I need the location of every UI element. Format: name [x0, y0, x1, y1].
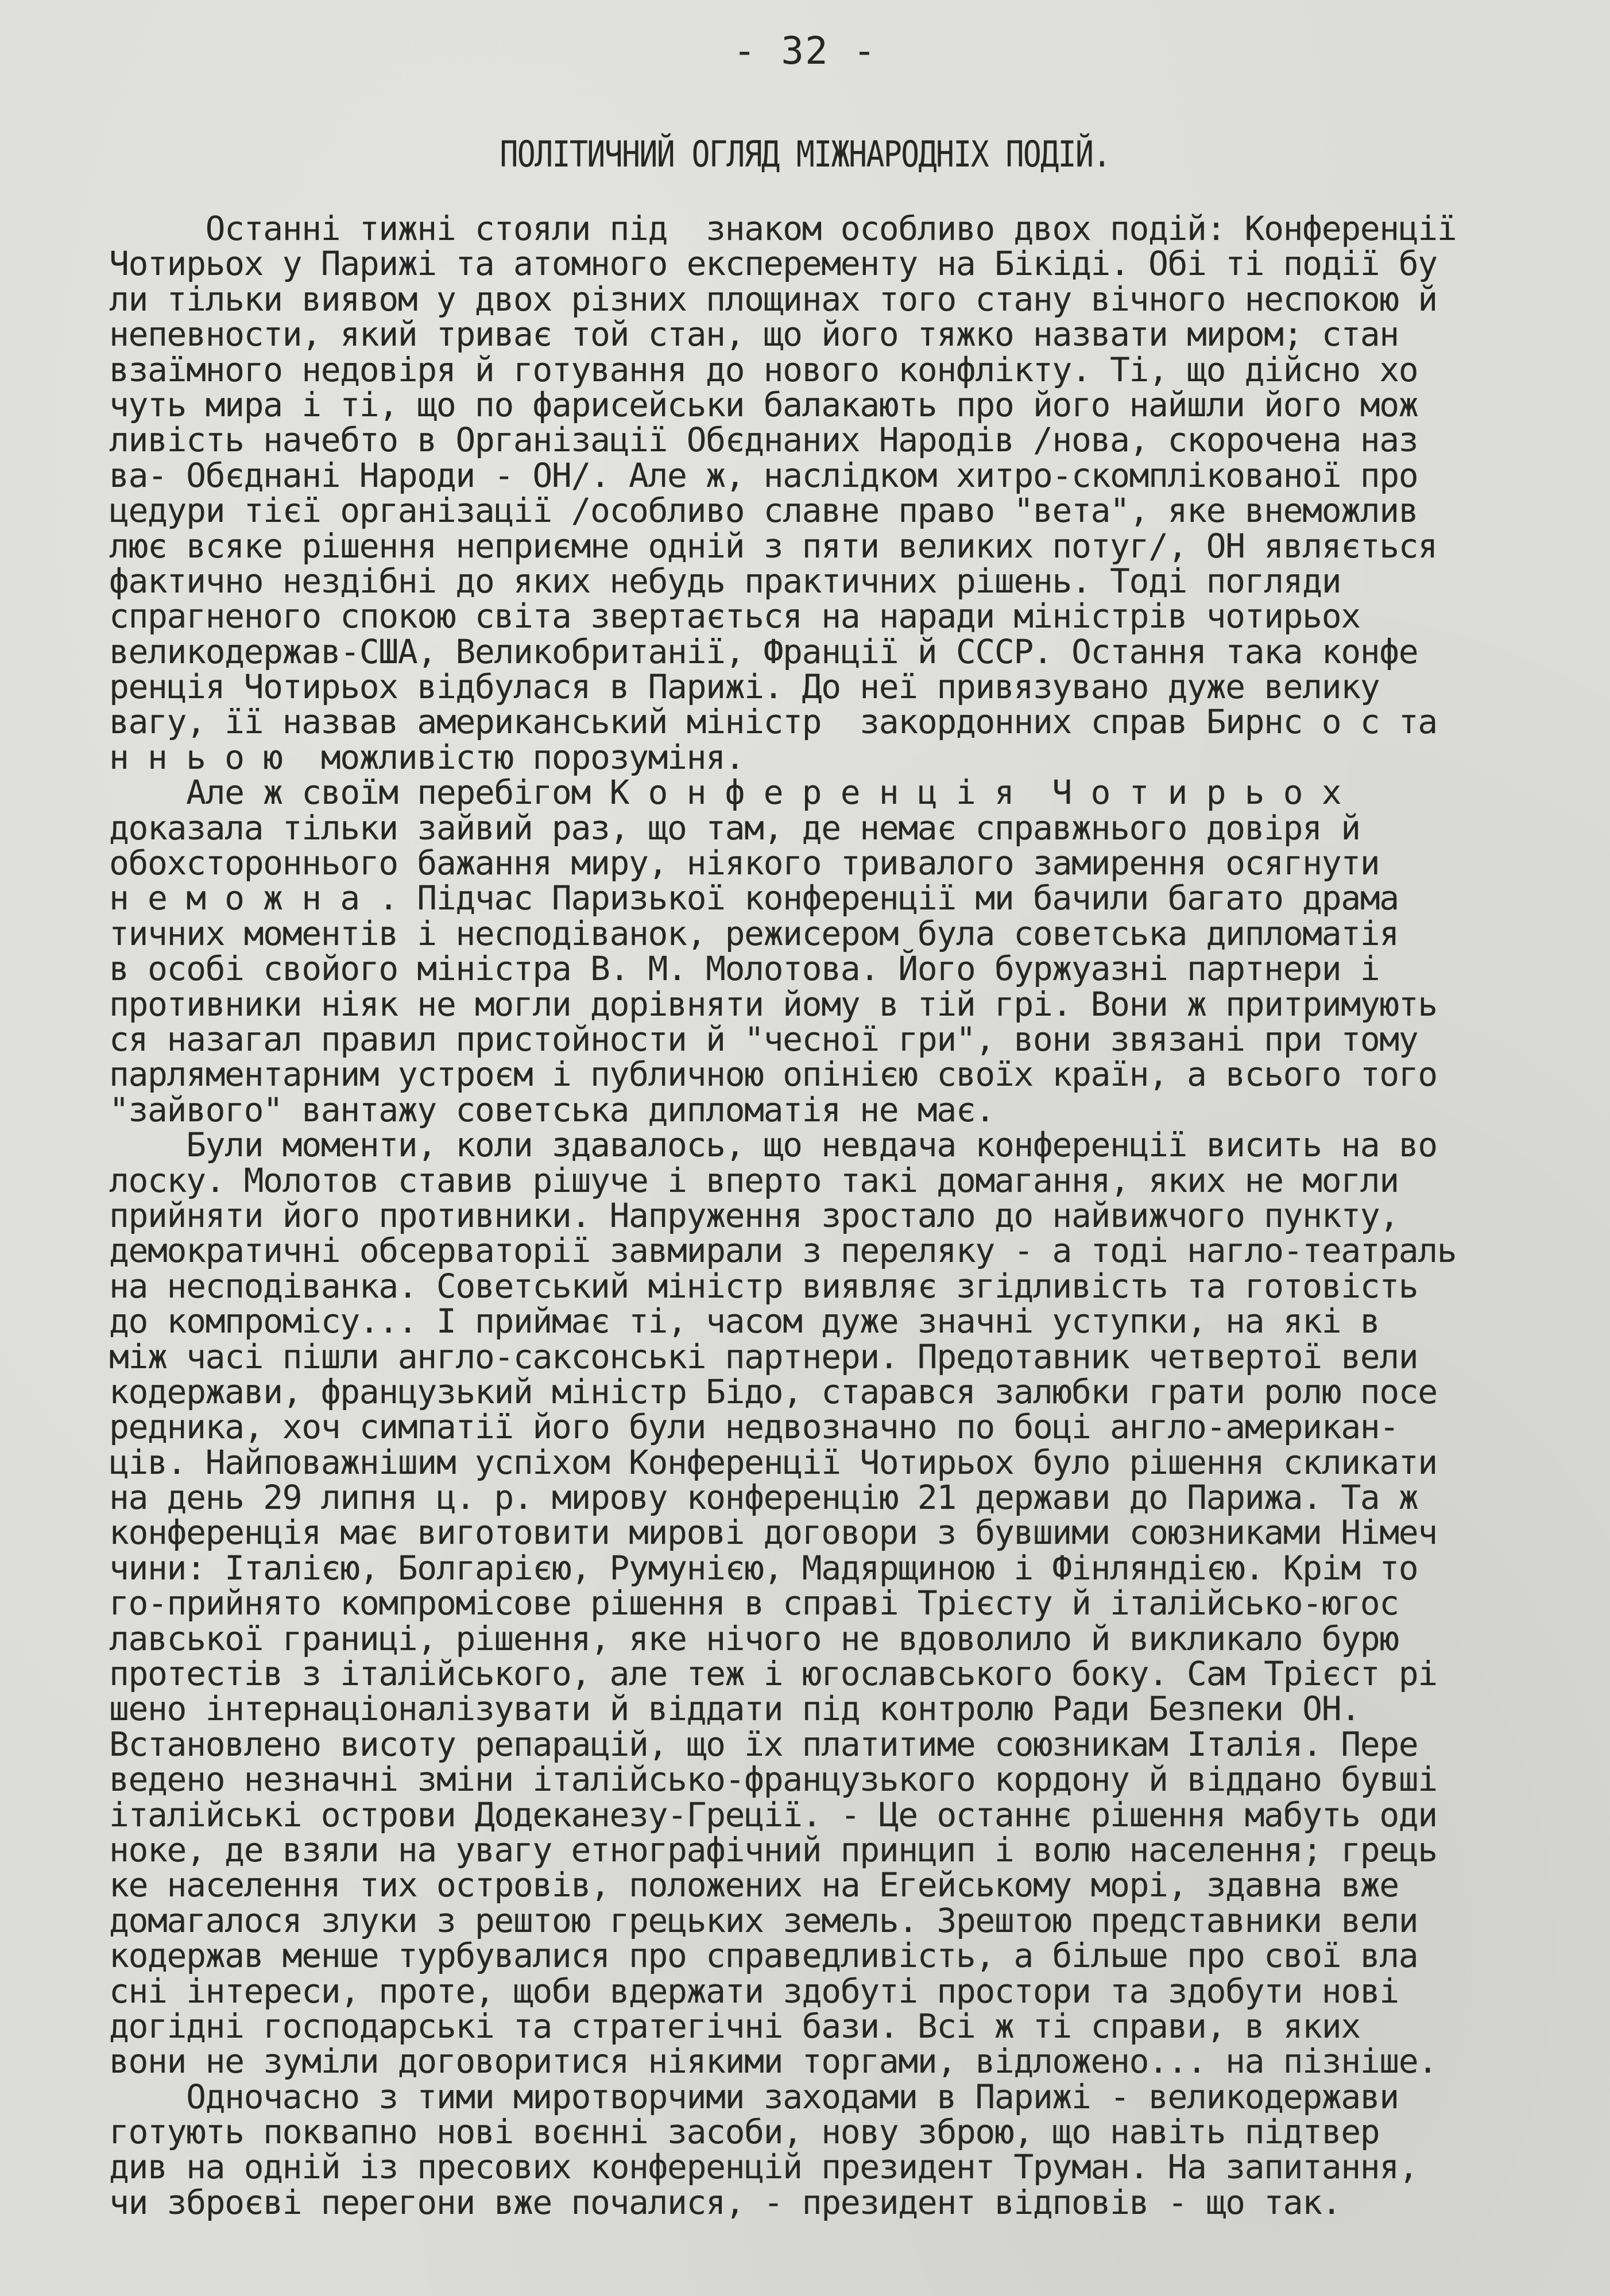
text-line: лює всяке рішення неприємне одній з пяти великих потуг/, ОН являється: [109, 526, 1437, 566]
text-line: кодержави, французький міністр Бідо, старався залюбки грати ролю посе: [109, 1372, 1437, 1411]
text-line: на несподіванка. Советський міністр виявляє згідливість та готовість: [109, 1266, 1418, 1306]
text-line: непевности, який триває той стан, що його тяжко назвати миром; стан: [109, 315, 1399, 354]
text-line: до компромісу... І приймає ті, часом дуже значні уступки, на які в: [109, 1302, 1380, 1341]
text-line: фактично нездібні до яких небудь практичних рішень. Тоді погляди: [109, 561, 1341, 601]
text-line: ливість начебто в Організації Обєднаних Народів /нова, скорочена наз: [109, 420, 1418, 460]
text-line: італійські острови Додеканезу-Греції. - Це останнє рішення мабуть оди: [109, 1795, 1437, 1834]
article-body: [109, 211, 1568, 2220]
text-line: на день 29 липня ц. р. мирову конференцію 21 держави до Парижа. Та ж: [109, 1478, 1418, 1517]
text-line: демократичні обсерваторії завмирали з переляку - а тоді нагло-театраль: [109, 1231, 1457, 1271]
text-line: див на одній із пресових конференцій президент Труман. На запитання,: [109, 2147, 1418, 2187]
text-line: великодержав-США, Великобританії, Франції й СССР. Остання така конфе: [109, 632, 1418, 671]
text-line: противники ніяк не могли дорівняти йому в тій грі. Вони ж притримують: [109, 984, 1437, 1024]
text-line: шено інтернаціоналізувати й віддати під контролю Ради Безпеки ОН.: [109, 1689, 1360, 1729]
text-line: чи зброєві перегони вже почалися, - президент відповів - що так.: [109, 2182, 1341, 2222]
text-line: Одночасно з тими миротворчими заходами в Парижі - великодержави: [109, 2077, 1399, 2116]
text-line: Останні тижні стояли під знаком особливо двох подій: Конференції: [109, 209, 1457, 248]
text-line: тичних моментів і несподіванок, режисером була советська дипломатія: [109, 913, 1399, 953]
text-line: лавської границі, рішення, яке нічого не вдоволило й викликало бурю: [109, 1619, 1399, 1658]
text-line: чини: Італією, Болгарією, Румунією, Мадярщиною і Фінляндією. Крім то: [109, 1548, 1418, 1588]
text-line: ренція Чотирьох відбулася в Парижі. До неї привязувано дуже велику: [109, 667, 1380, 707]
text-line: лоску. Молотов ставив рішуче і вперто такі домагання, яких не могли: [109, 1160, 1399, 1200]
text-line: протестів з італійського, але теж і югославського боку. Сам Трієст рі: [109, 1654, 1437, 1694]
text-line: цедури тієї організації /особливо славне право "вета", яке внеможлив: [109, 491, 1418, 531]
text-line: доказала тільки зайвий раз, що там, де немає справжнього довіря й: [109, 808, 1360, 847]
text-line: Були моменти, коли здавалось, що невдача конференції висить на во: [109, 1125, 1437, 1165]
text-line: ке населення тих островів, положених на Егейському морі, здавна вже: [109, 1865, 1399, 1905]
text-line: кодержав менше турбувалися про справедливість, а більше про свої вла: [109, 1936, 1418, 1976]
text-line: ся назагал правил пристойности й "чесної гри", вони звязані при тому: [109, 1019, 1418, 1059]
text-line: конференція має виготовити мирові договори з бувшими союзниками Німеч: [109, 1513, 1437, 1552]
text-line: ноке, де взяли на увагу етнографічний принцип і волю населення; грець: [109, 1830, 1437, 1869]
page-number: - 32 -: [733, 29, 877, 73]
text-line: Але ж своїм перебігом К о н ф е р е н ц і я Ч о т и р ь о х: [109, 773, 1341, 812]
text-line: готують поквапно нові воєнні засоби, нову зброю, що навіть підтвер: [109, 2112, 1380, 2152]
text-line: Встановлено висоту репарацій, що їх платитиме союзникам Італія. Пере: [109, 1724, 1418, 1764]
text-line: го-прийнято компромісове рішення в справі Трієсту й італійсько-югос: [109, 1583, 1399, 1623]
text-line: вони не зуміли договоритися ніякими торгами, відложено... на пізніше.: [109, 2042, 1437, 2081]
text-line: ців. Найповажнішим успіхом Конференції Чотирьох було рішення скликати: [109, 1442, 1437, 1482]
text-line: сні інтереси, проте, щоби вдержати здобуті простори та здобути нові: [109, 1971, 1399, 2011]
text-line: Чотирьох у Парижі та атомного експеременту на Бікіді. Обі ті події бу: [109, 244, 1437, 284]
text-line: ведено незначні зміни італійсько-французького кордону й віддано бувші: [109, 1760, 1437, 1799]
text-line: н е м о ж н а . Підчас Паризької конференції ми бачили багато драма: [109, 878, 1399, 918]
text-line: взаїмного недовіря й готування до нового конфлікту. Ті, що дійсно хо: [109, 350, 1418, 389]
text-line: між часі пішли англо-саксонські партнери. Предотавник четвертої вели: [109, 1337, 1418, 1376]
text-line: н н ь о ю можливістю порозуміня.: [109, 737, 745, 777]
text-line: "зайвого" вантажу советська дипломатія не має.: [109, 1090, 994, 1129]
text-line: редника, хоч симпатії його були недвозначно по боці англо-американ-: [109, 1407, 1399, 1447]
text-line: спрагненого спокою світа звертається на наради міністрів чотирьох: [109, 597, 1360, 636]
text-line: в особі свойого міністра В. М. Молотова. Його буржуазні партнери і: [109, 949, 1380, 989]
text-line: догідні господарські та стратегічні бази. Всі ж ті справи, в яких: [109, 2006, 1360, 2046]
text-line: домагалося злуки з рештою грецьких земель. Зрештою представники вели: [109, 1900, 1418, 1940]
document-title: ПОЛІТИЧНИЙ ОГЛЯД МІЖНАРОДНІХ ПОДІЙ.: [500, 133, 1110, 175]
text-line: ва- Обєднані Народи - ОН/. Але ж, наслідком хитро-скомплікованої про: [109, 455, 1418, 495]
text-line: парляментарним устроєм і публичною опінією своїх країн, а всього того: [109, 1055, 1437, 1094]
text-line: чуть мира і ті, що по фарисейськи балакають про його найшли його мож: [109, 385, 1418, 424]
text-line: вагу, її назвав американський міністр закордонних справ Бирнс о с та: [109, 702, 1437, 742]
text-line: прийняти його противники. Напруження зростало до найвижчого пункту,: [109, 1195, 1399, 1235]
text-line: ли тільки виявом у двох різних площинах того стану вічного неспокою й: [109, 279, 1437, 319]
text-line: обохстороннього бажання миру, ніякого тривалого замирення осягнути: [109, 843, 1380, 883]
